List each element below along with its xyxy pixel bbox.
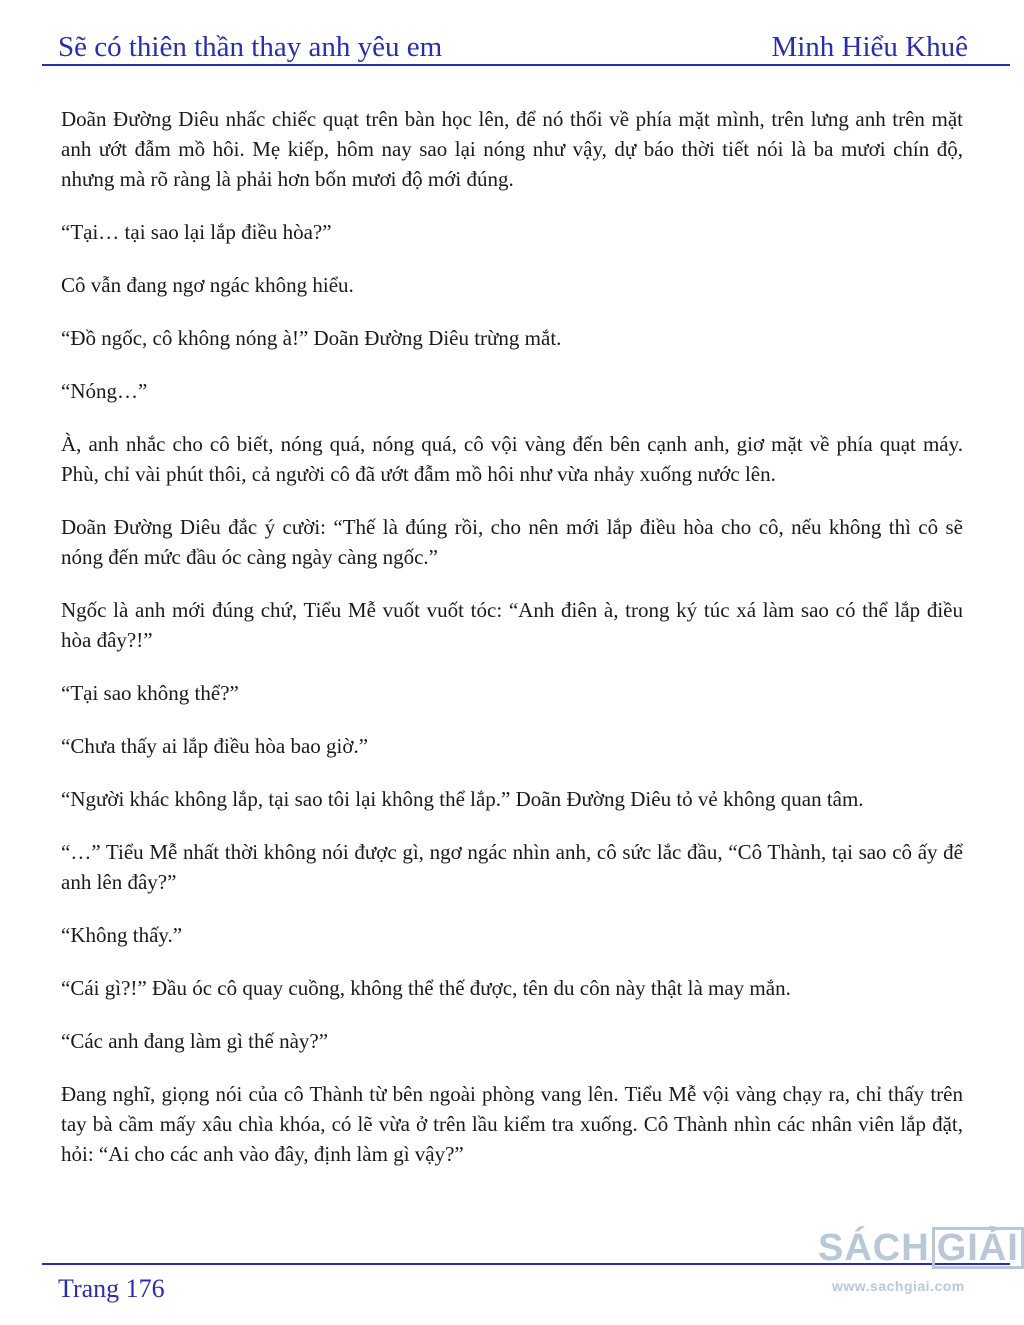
paragraph: Doãn Đường Diêu đắc ý cười: “Thế là đúng rồi, cho nên mới lắp điều hòa cho cô, nếu không thì cô sẽ nóng đến mức đầu óc càng ngày càng ngốc.”: [61, 515, 963, 569]
page-body: [61, 104, 963, 1192]
paragraph: “Cái gì?!” Đầu óc cô quay cuồng, không thể thế được, tên du côn này thật là may mắn.: [61, 976, 791, 1000]
watermark-wordmark: [818, 1226, 1018, 1270]
watermark-logo: [818, 1226, 1018, 1294]
paragraph: Doãn Đường Diêu nhấc chiếc quạt trên bàn học lên, để nó thổi về phía mặt mình, trên lưng anh trên mặt anh ướt đẫm mồ hôi. Mẹ kiếp, hôm nay sao lại nóng như vậy, dự báo thời tiết nói là ba mươi chín độ, nhưng mà rõ ràng là phải hơn bốn mươi độ mới đúng.: [61, 107, 963, 191]
watermark-logo-right: GIẢI: [932, 1227, 1024, 1269]
paragraph: “Các anh đang làm gì thế này?”: [61, 1029, 329, 1053]
paragraph: Cô vẫn đang ngơ ngác không hiểu.: [61, 273, 354, 297]
book-title: Sẽ có thiên thần thay anh yêu em: [58, 31, 443, 63]
paragraph: Ngốc là anh mới đúng chứ, Tiểu Mễ vuốt vuốt tóc: “Anh điên à, trong ký túc xá làm sao có thể lắp điều hòa đây?!”: [61, 598, 963, 652]
header-divider: [42, 64, 1010, 66]
watermark-logo-left: SÁCH: [818, 1227, 930, 1269]
paragraph: “Người khác không lắp, tại sao tôi lại không thể lắp.” Doãn Đường Diêu tỏ vẻ không quan tâm.: [61, 787, 864, 811]
paragraph: “Tại… tại sao lại lắp điều hòa?”: [61, 220, 332, 244]
paragraph: À, anh nhắc cho cô biết, nóng quá, nóng quá, cô vội vàng đến bên cạnh anh, giơ mặt về phía quạt máy. Phù, chỉ vài phút thôi, cả người cô đã ướt đẫm mồ hôi như vừa nhảy xuống nước lên.: [61, 432, 963, 486]
author-name: Minh Hiểu Khuê: [771, 31, 968, 63]
paragraph: “Đồ ngốc, cô không nóng à!” Doãn Đường Diêu trừng mắt.: [61, 326, 562, 350]
paragraph: “Tại sao không thể?”: [61, 681, 239, 705]
paragraph: “…” Tiểu Mễ nhất thời không nói được gì, ngơ ngác nhìn anh, cô sức lắc đầu, “Cô Thành, tại sao cô ấy để anh lên đây?”: [61, 840, 963, 894]
watermark-url: www.sachgiai.com: [832, 1278, 965, 1294]
paragraph: “Nóng…”: [61, 379, 148, 403]
paragraph: “Chưa thấy ai lắp điều hòa bao giờ.”: [61, 734, 369, 758]
page-header: [58, 24, 968, 64]
page-number: Trang 176: [58, 1274, 165, 1303]
paragraph: “Không thấy.”: [61, 923, 183, 947]
paragraph: Đang nghĩ, giọng nói của cô Thành từ bên ngoài phòng vang lên. Tiểu Mễ vội vàng chạy ra, chỉ thấy trên tay bà cầm mấy xâu chìa khóa, có lẽ vừa ở trên lầu kiểm tra xuống. Cô Thành nhìn các nhân viên lắp đặt, hỏi: “Ai cho các anh vào đây, định làm gì vậy?”: [61, 1082, 963, 1166]
